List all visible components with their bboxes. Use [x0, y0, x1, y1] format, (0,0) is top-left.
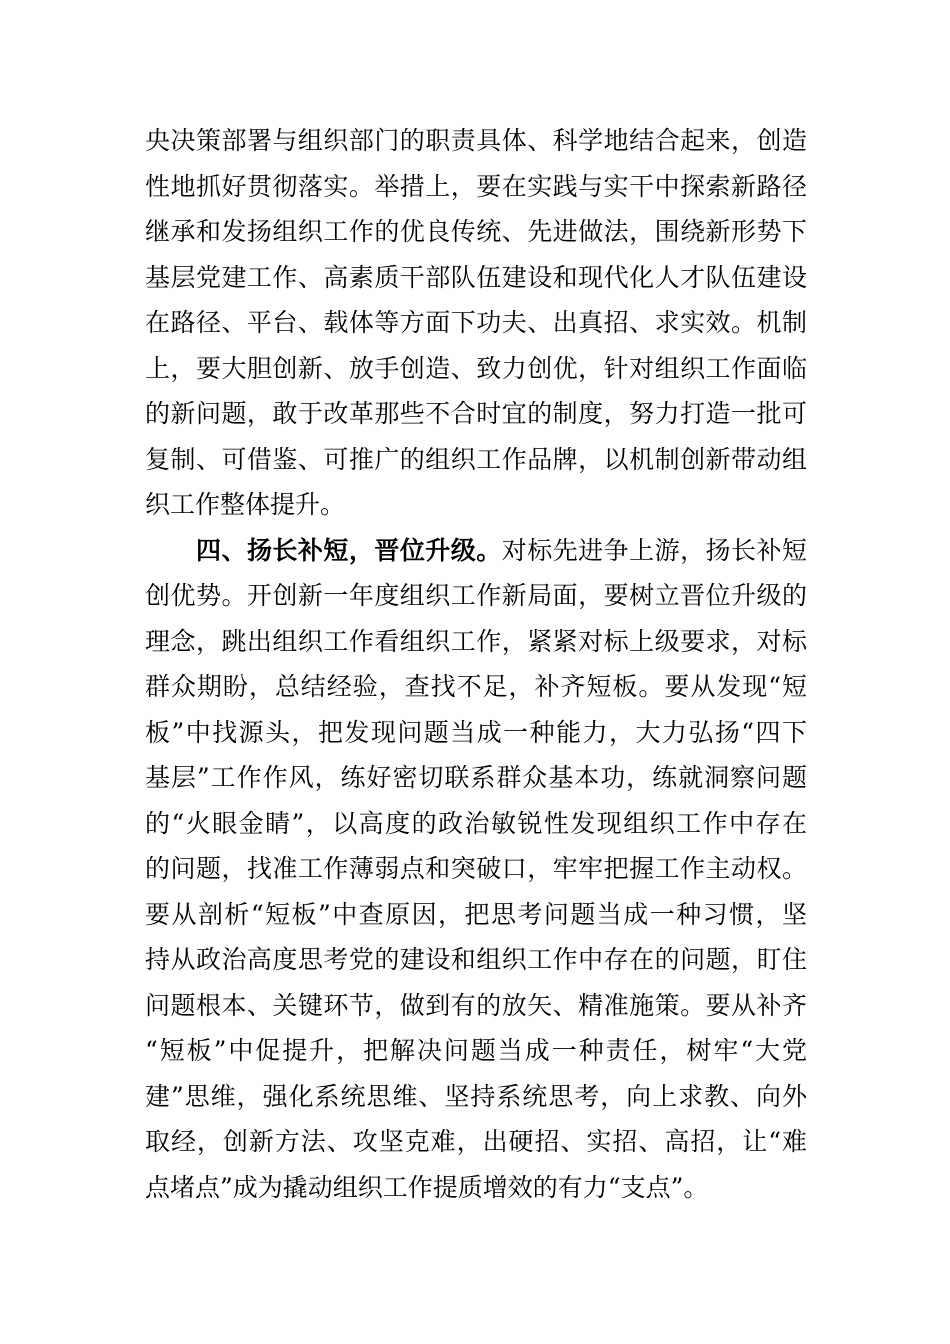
text-line: 取经，创新方法、攻坚克难，出硬招、实招、高招，让“难 — [145, 1127, 807, 1156]
text-line: 持从政治高度思考党的建设和组织工作中存在的问题，盯住 — [145, 945, 807, 974]
section-heading: 四、扬长补短，晋位升级。 — [196, 536, 502, 565]
section-intro-text: 对标先进争上游，扬长补短 — [501, 536, 807, 565]
text-line: 点堵点”成为撬动组织工作提质增效的有力“支点”。 — [145, 1173, 709, 1202]
text-line: 复制、可借鉴、可推广的组织工作品牌，以机制创新带动组 — [145, 445, 807, 474]
text-line: 上，要大胆创新、放手创造、致力创优，针对组织工作面临 — [145, 354, 807, 383]
text-line: 在路径、平台、载体等方面下功夫、出真招、求实效。机制 — [145, 308, 807, 337]
text-line: 群众期盼，总结经验，查找不足，补齐短板。要从发现“短 — [145, 672, 807, 701]
text-line: “短板”中促提升，把解决问题当成一种责任，树牢“大党 — [145, 1036, 807, 1065]
text-line: 继承和发扬组织工作的优良传统、先进做法，围绕新形势下 — [145, 217, 807, 246]
text-line: 央决策部署与组织部门的职责具体、科学地结合起来，创造 — [145, 126, 807, 155]
text-line: 的“火眼金睛”，以高度的政治敏锐性发现组织工作中存在 — [145, 809, 807, 838]
text-line: 问题根本、关键环节，做到有的放矢、精准施策。要从补齐 — [145, 991, 807, 1020]
text-line: 性地抓好贯彻落实。举措上，要在实践与实干中探索新路径 — [145, 172, 807, 201]
section-4-first-line — [196, 531, 807, 571]
text-line: 理念，跳出组织工作看组织工作，紧紧对标上级要求，对标 — [145, 627, 807, 656]
text-line: 要从剖析“短板”中查原因，把思考问题当成一种习惯，坚 — [145, 900, 807, 929]
text-line: 的新问题，敢于改革那些不合时宜的制度，努力打造一批可 — [145, 399, 807, 428]
text-line: 创优势。开创新一年度组织工作新局面，要树立晋位升级的 — [145, 581, 807, 610]
text-line: 的问题，找准工作薄弱点和突破口，牢牢把握工作主动权。 — [145, 854, 807, 883]
text-line: 基层”工作作风，练好密切联系群众基本功，练就洞察问题 — [145, 763, 807, 792]
text-line: 织工作整体提升。 — [145, 490, 346, 519]
text-line: 板”中找源头，把发现问题当成一种能力，大力弘扬“四下 — [145, 718, 807, 747]
text-line: 建”思维，强化系统思维、坚持系统思考，向上求教、向外 — [145, 1082, 807, 1111]
text-line: 基层党建工作、高素质干部队伍建设和现代化人才队伍建设 — [145, 263, 807, 292]
